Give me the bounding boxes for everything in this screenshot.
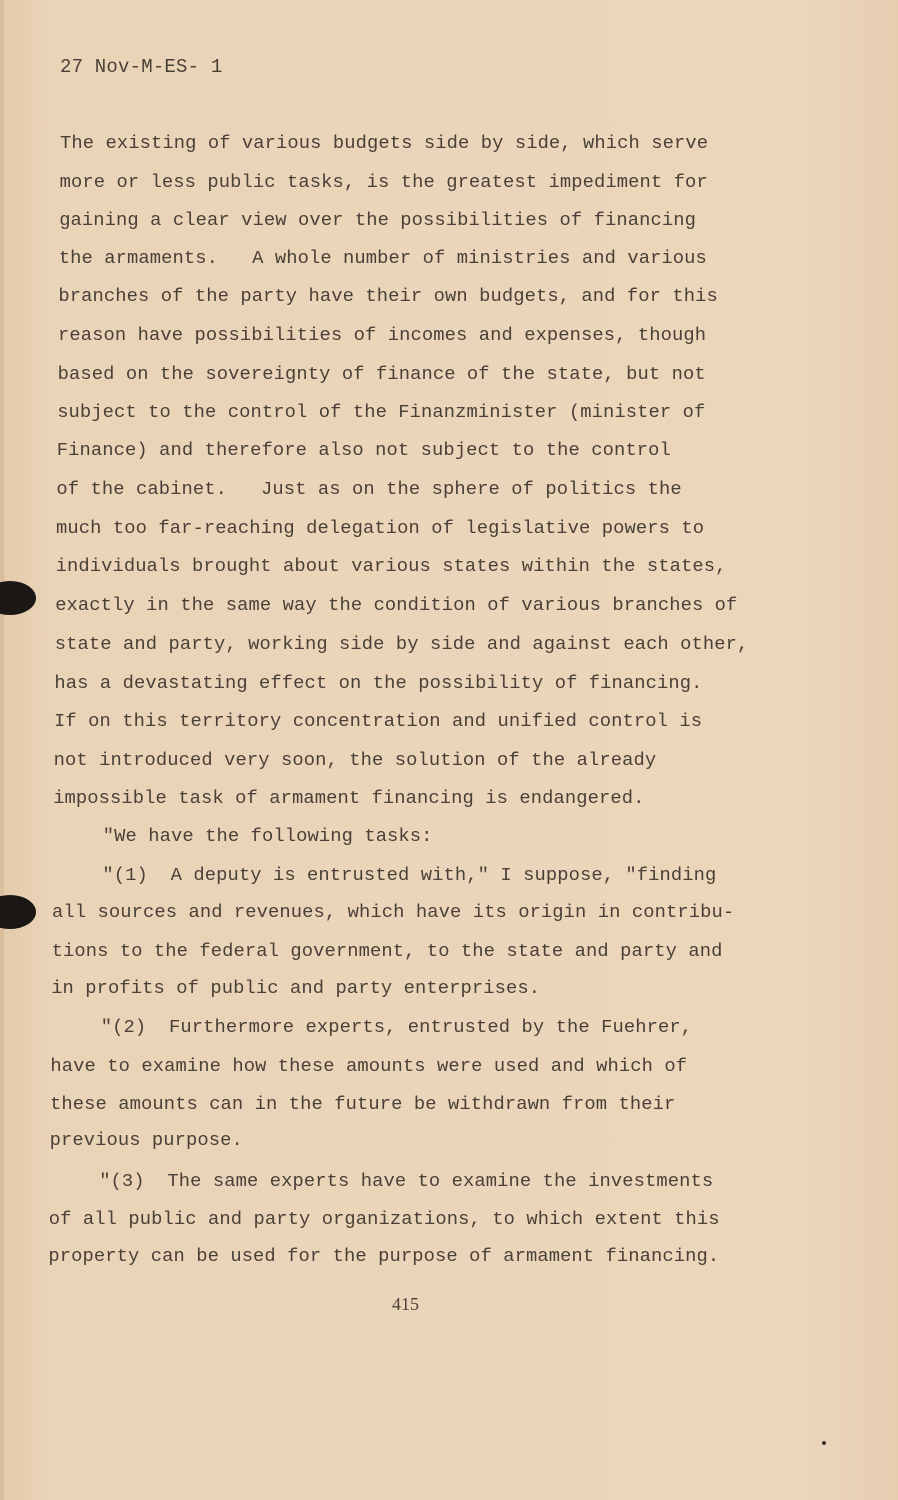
text-line: have to examine how these amounts were used and which of bbox=[50, 1055, 688, 1077]
text-line: "(1) A deputy is entrusted with," I suppose, "finding bbox=[102, 864, 717, 886]
paper-speck bbox=[822, 1441, 826, 1445]
text-line: exactly in the same way the condition of various branches of bbox=[55, 594, 738, 616]
page-number: 415 bbox=[392, 1294, 419, 1314]
text-line: of the cabinet. Just as on the sphere of politics the bbox=[56, 478, 682, 500]
text-line: "(3) The same experts have to examine the investments bbox=[99, 1170, 714, 1192]
text-line: subject to the control of the Finanzminister (minister of bbox=[57, 401, 706, 423]
text-line: not introduced very soon, the solution of the already bbox=[53, 749, 657, 771]
text-line: has a devastating effect on the possibility of financing. bbox=[54, 672, 703, 694]
text-line: Finance) and therefore also not subject to the control bbox=[56, 439, 671, 461]
text-line: impossible task of armament financing is endangered. bbox=[53, 787, 645, 809]
text-line: The existing of various budgets side by side, which serve bbox=[60, 132, 709, 154]
text-line: previous purpose. bbox=[49, 1129, 243, 1151]
paper-edge bbox=[0, 0, 4, 1500]
text-line: individuals brought about various states within the states, bbox=[55, 555, 727, 577]
text-line: of all public and party organizations, to which extent this bbox=[48, 1208, 720, 1230]
text-line: "(2) Furthermore experts, entrusted by the Fuehrer, bbox=[100, 1016, 693, 1038]
text-line: all sources and revenues, which have its origin in contribu- bbox=[52, 901, 735, 923]
text-line: property can be used for the purpose of armament financing. bbox=[48, 1245, 720, 1267]
text-line: branches of the party have their own budgets, and for this bbox=[58, 285, 718, 307]
text-line: the armaments. A whole number of ministries and various bbox=[58, 247, 707, 269]
punch-hole bbox=[0, 581, 36, 615]
text-line: state and party, working side by side and against each other, bbox=[54, 633, 749, 655]
text-line: gaining a clear view over the possibilities of financing bbox=[59, 209, 696, 231]
punch-hole bbox=[0, 895, 36, 929]
text-line: based on the sovereignty of finance of the state, but not bbox=[57, 363, 706, 385]
text-line: "We have the following tasks: bbox=[102, 825, 433, 847]
text-line: If on this territory concentration and unified control is bbox=[54, 710, 703, 732]
text-line: reason have possibilities of incomes and expenses, though bbox=[58, 324, 707, 346]
text-line: these amounts can in the future be withdrawn from their bbox=[50, 1093, 676, 1115]
text-line: in profits of public and party enterprises. bbox=[51, 977, 541, 999]
document-reference: 27 Nov-M-ES- 1 bbox=[60, 56, 223, 78]
text-line: much too far-reaching delegation of legislative powers to bbox=[56, 517, 705, 539]
text-line: tions to the federal government, to the state and party and bbox=[51, 940, 723, 962]
text-line: more or less public tasks, is the greatest impediment for bbox=[59, 171, 708, 193]
